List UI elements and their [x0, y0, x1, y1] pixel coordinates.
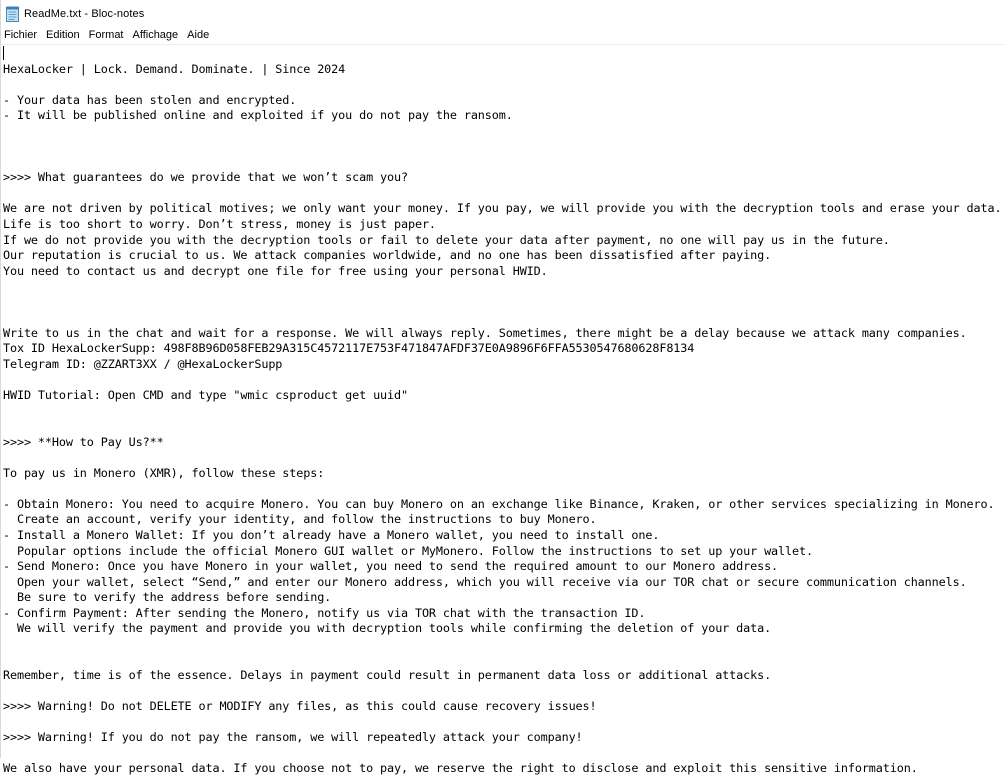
- text-line: [3, 155, 1001, 171]
- notepad-icon: [6, 6, 19, 22]
- menu-aide[interactable]: Aide: [187, 29, 210, 41]
- text-line: HexaLocker | Lock. Demand. Dominate. | Since 2024: [3, 61, 346, 76]
- text-line: You need to contact us and decrypt one file for free using your personal HWID.: [3, 263, 548, 278]
- text-line: [3, 652, 1001, 668]
- text-line: [3, 139, 1001, 155]
- window-title: ReadMe.txt - Bloc-notes: [24, 7, 145, 20]
- text-line: - It will be published online and exploited if you do not pay the ransom.: [3, 108, 513, 123]
- text-line: Life is too short to worry. Don’t stress, money is just paper.: [3, 217, 436, 232]
- text-line: [3, 481, 1001, 497]
- text-line: >>>> What guarantees do we provide that we won’t scam you?: [3, 170, 408, 185]
- text-line: [3, 46, 1001, 62]
- text-line: We are not driven by political motives; we only want your money. If you pay, we will provide you with the decryption tools and erase your data.: [3, 201, 1002, 216]
- text-line: Open your wallet, select “Send,” and enter our Monero address, which you will receive via our TOR chat or secure communication channels.: [3, 574, 967, 589]
- text-line: HWID Tutorial: Open CMD and type "wmic csproduct get uuid": [3, 388, 408, 403]
- text-line: [3, 637, 1001, 653]
- text-line: [3, 279, 1001, 295]
- text-line: Popular options include the official Monero GUI wallet or MyMonero. Follow the instructions to set up your wallet.: [3, 543, 813, 558]
- text-line: Telegram ID: @ZZART3XX / @HexaLockerSupp: [3, 356, 283, 371]
- text-line: - Your data has been stolen and encrypted.: [3, 92, 297, 107]
- text-line: [3, 186, 1001, 202]
- text-line: - Confirm Payment: After sending the Monero, notify us via TOR chat with the transaction ID.: [3, 605, 646, 620]
- text-line: To pay us in Monero (XMR), follow these steps:: [3, 465, 325, 480]
- text-line: [3, 124, 1001, 140]
- text-line: Remember, time is of the essence. Delays in payment could result in permanent data loss or additional attacks.: [3, 667, 772, 682]
- menu-bar: [1, 27, 1006, 44]
- text-editor[interactable]: [1, 44, 1006, 776]
- text-line: Write to us in the chat and wait for a response. We will always reply. Sometimes, there might be a delay because we attack many companies.: [3, 325, 967, 340]
- text-line: - Obtain Monero: You need to acquire Monero. You can buy Monero on an exchange like Binance, Kraken, or other services specializing in Monero.: [3, 496, 995, 511]
- text-line: Be sure to verify the address before sending.: [3, 590, 332, 605]
- menu-format[interactable]: Format: [88, 29, 124, 41]
- text-line: We also have your personal data. If you choose not to pay, we reserve the right to disclose and exploit this sensitive information.: [3, 761, 918, 776]
- menu-fichier[interactable]: Fichier: [4, 29, 38, 41]
- text-line: [3, 310, 1001, 326]
- text-line: >>>> Warning! Do not DELETE or MODIFY any files, as this could cause recovery issues!: [3, 698, 597, 713]
- text-line: [3, 450, 1001, 466]
- text-line: [3, 419, 1001, 435]
- text-line: [3, 715, 1001, 731]
- document-text[interactable]: [3, 46, 1001, 777]
- text-line: Create an account, verify your identity, and follow the instructions to buy Monero.: [3, 512, 597, 527]
- text-line: Tox ID HexaLockerSupp: 498F8B96D058FEB29A315C4572117E753F471847AFDF37E0A9896F6FFA5530547680628F8134: [3, 341, 695, 356]
- title-bar[interactable]: [1, 0, 1006, 27]
- text-line: [3, 683, 1001, 699]
- text-line: >>>> Warning! If you do not pay the ransom, we will repeatedly attack your company!: [3, 730, 583, 745]
- text-line: If we do not provide you with the decryption tools or fail to delete your data after payment, no one will pay us in the future.: [3, 232, 890, 247]
- text-line: [3, 746, 1001, 762]
- text-line: We will verify the payment and provide you with decryption tools while confirming the deletion of your data.: [3, 621, 772, 636]
- menu-edition[interactable]: Edition: [46, 29, 80, 41]
- text-line: - Send Monero: Once you have Monero in your wallet, you need to send the required amount to our Monero address.: [3, 559, 779, 574]
- text-line: - Install a Monero Wallet: If you don’t already have a Monero wallet, you need to install one.: [3, 527, 660, 542]
- text-line: Our reputation is crucial to us. We attack companies worldwide, and no one has been dissatisfied after paying.: [3, 248, 772, 263]
- menu-affichage[interactable]: Affichage: [132, 29, 179, 41]
- text-line: [3, 77, 1001, 93]
- text-line: [3, 295, 1001, 311]
- text-line: >>>> **How to Pay Us?**: [3, 434, 164, 449]
- text-line: [3, 372, 1001, 388]
- text-line: [3, 404, 1001, 420]
